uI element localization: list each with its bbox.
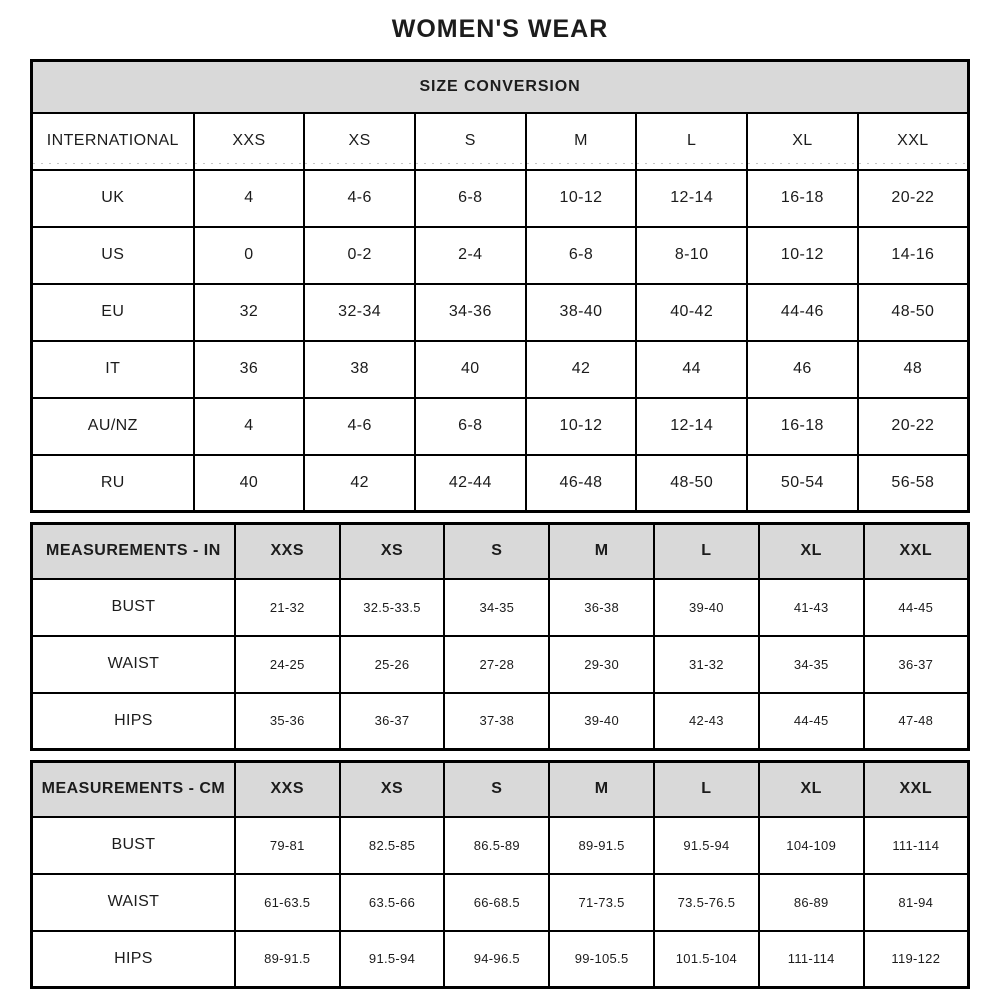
measurements-cm-header-row xyxy=(32,762,969,817)
column-header-m: M xyxy=(526,113,637,170)
size-value-cell: 2-4 xyxy=(415,227,526,284)
measurement-value-cell: 91.5-94 xyxy=(654,817,759,874)
size-value-cell: 50-54 xyxy=(747,455,858,512)
size-value-cell: 6-8 xyxy=(415,398,526,455)
column-header-international: INTERNATIONAL xyxy=(32,113,194,170)
measurement-value-cell: 39-40 xyxy=(549,693,654,750)
size-value-cell: 42 xyxy=(304,455,415,512)
column-header-xxl: XXL xyxy=(858,113,969,170)
measurement-value-cell: 94-96.5 xyxy=(444,931,549,988)
table-row-hips-cm xyxy=(32,931,969,988)
row-label-ru: RU xyxy=(32,455,194,512)
table-row-bust-cm xyxy=(32,817,969,874)
size-value-cell: 44-46 xyxy=(747,284,858,341)
measurement-value-cell: 82.5-85 xyxy=(340,817,445,874)
size-value-cell: 6-8 xyxy=(415,170,526,227)
column-header-xxl: XXL xyxy=(864,524,969,579)
column-header-xl: XL xyxy=(747,113,858,170)
measurements-in-table xyxy=(30,522,970,751)
table-row-aunz xyxy=(32,398,969,455)
table-row-waist-in xyxy=(32,636,969,693)
measurement-value-cell: 42-43 xyxy=(654,693,759,750)
measurements-cm-table xyxy=(30,760,970,989)
row-label-us: US xyxy=(32,227,194,284)
column-header-m: M xyxy=(549,762,654,817)
size-value-cell: 4-6 xyxy=(304,398,415,455)
measurement-value-cell: 36-37 xyxy=(864,636,969,693)
measurements-cm-header: MEASUREMENTS - CM xyxy=(32,762,235,817)
size-conversion-table xyxy=(30,59,970,513)
size-value-cell: 8-10 xyxy=(636,227,747,284)
measurement-value-cell: 31-32 xyxy=(654,636,759,693)
size-value-cell: 10-12 xyxy=(526,170,637,227)
size-value-cell: 48 xyxy=(858,341,969,398)
measurement-value-cell: 36-38 xyxy=(549,579,654,636)
row-label-aunz: AU/NZ xyxy=(32,398,194,455)
size-value-cell: 46-48 xyxy=(526,455,637,512)
size-value-cell: 48-50 xyxy=(858,284,969,341)
column-header-l: L xyxy=(636,113,747,170)
measurement-value-cell: 41-43 xyxy=(759,579,864,636)
size-value-cell: 44 xyxy=(636,341,747,398)
measurement-value-cell: 39-40 xyxy=(654,579,759,636)
size-value-cell: 34-36 xyxy=(415,284,526,341)
page-title: WOMEN'S WEAR xyxy=(391,15,609,43)
measurement-value-cell: 71-73.5 xyxy=(549,874,654,931)
measurement-value-cell: 81-94 xyxy=(864,874,969,931)
measurement-value-cell: 86-89 xyxy=(759,874,864,931)
measurement-value-cell: 86.5-89 xyxy=(444,817,549,874)
measurements-in-header: MEASUREMENTS - IN xyxy=(32,524,235,579)
measurement-value-cell: 101.5-104 xyxy=(654,931,759,988)
row-label-bust: BUST xyxy=(32,579,235,636)
measurement-value-cell: 34-35 xyxy=(759,636,864,693)
size-value-cell: 16-18 xyxy=(747,398,858,455)
row-label-waist: WAIST xyxy=(32,636,235,693)
column-header-xl: XL xyxy=(759,762,864,817)
row-label-hips: HIPS xyxy=(32,693,235,750)
measurement-value-cell: 21-32 xyxy=(235,579,340,636)
size-value-cell: 20-22 xyxy=(858,170,969,227)
size-value-cell: 40 xyxy=(415,341,526,398)
column-header-xxl: XXL xyxy=(864,762,969,817)
measurement-value-cell: 36-37 xyxy=(340,693,445,750)
size-value-cell: 0-2 xyxy=(304,227,415,284)
column-header-l: L xyxy=(654,524,759,579)
size-value-cell: 12-14 xyxy=(636,398,747,455)
size-value-cell: 48-50 xyxy=(636,455,747,512)
size-value-cell: 10-12 xyxy=(747,227,858,284)
row-label-hips: HIPS xyxy=(32,931,235,988)
size-value-cell: 0 xyxy=(194,227,305,284)
table-row-uk xyxy=(32,170,969,227)
measurement-value-cell: 73.5-76.5 xyxy=(654,874,759,931)
size-value-cell: 4 xyxy=(194,398,305,455)
size-value-cell: 4-6 xyxy=(304,170,415,227)
table-row-waist-cm xyxy=(32,874,969,931)
column-header-xs: XS xyxy=(304,113,415,170)
row-label-waist: WAIST xyxy=(32,874,235,931)
size-value-cell: 6-8 xyxy=(526,227,637,284)
table-row-bust-in xyxy=(32,579,969,636)
size-value-cell: 46 xyxy=(747,341,858,398)
size-value-cell: 42 xyxy=(526,341,637,398)
column-header-s: S xyxy=(444,524,549,579)
row-label-bust: BUST xyxy=(32,817,235,874)
size-value-cell: 10-12 xyxy=(526,398,637,455)
measurement-value-cell: 24-25 xyxy=(235,636,340,693)
measurement-value-cell: 111-114 xyxy=(759,931,864,988)
column-header-s: S xyxy=(444,762,549,817)
size-value-cell: 14-16 xyxy=(858,227,969,284)
measurement-value-cell: 66-68.5 xyxy=(444,874,549,931)
column-header-xs: XS xyxy=(340,524,445,579)
column-header-xxs: XXS xyxy=(235,762,340,817)
table-row-us xyxy=(32,227,969,284)
size-value-cell: 56-58 xyxy=(858,455,969,512)
table-row-eu xyxy=(32,284,969,341)
column-header-l: L xyxy=(654,762,759,817)
column-header-s: S xyxy=(415,113,526,170)
measurement-value-cell: 37-38 xyxy=(444,693,549,750)
size-conversion-header: SIZE CONVERSION xyxy=(32,61,969,113)
size-value-cell: 20-22 xyxy=(858,398,969,455)
size-value-cell: 40 xyxy=(194,455,305,512)
size-value-cell: 38 xyxy=(304,341,415,398)
row-label-it: IT xyxy=(32,341,194,398)
column-header-xxs: XXS xyxy=(235,524,340,579)
size-conversion-band-row xyxy=(32,61,969,113)
table-row-it xyxy=(32,341,969,398)
size-value-cell: 32-34 xyxy=(304,284,415,341)
measurements-in-header-row xyxy=(32,524,969,579)
measurement-value-cell: 44-45 xyxy=(759,693,864,750)
measurement-value-cell: 35-36 xyxy=(235,693,340,750)
column-header-xxs: XXS xyxy=(194,113,305,170)
measurement-value-cell: 89-91.5 xyxy=(235,931,340,988)
measurement-value-cell: 104-109 xyxy=(759,817,864,874)
size-value-cell: 36 xyxy=(194,341,305,398)
size-value-cell: 38-40 xyxy=(526,284,637,341)
column-header-xl: XL xyxy=(759,524,864,579)
measurement-value-cell: 91.5-94 xyxy=(340,931,445,988)
table-row-ru xyxy=(32,455,969,512)
measurement-value-cell: 63.5-66 xyxy=(340,874,445,931)
measurement-value-cell: 99-105.5 xyxy=(549,931,654,988)
column-header-m: M xyxy=(549,524,654,579)
measurement-value-cell: 89-91.5 xyxy=(549,817,654,874)
measurement-value-cell: 119-122 xyxy=(864,931,969,988)
measurement-value-cell: 111-114 xyxy=(864,817,969,874)
size-conversion-columns-row xyxy=(32,113,969,170)
measurement-value-cell: 44-45 xyxy=(864,579,969,636)
size-value-cell: 4 xyxy=(194,170,305,227)
measurement-value-cell: 25-26 xyxy=(340,636,445,693)
measurement-value-cell: 61-63.5 xyxy=(235,874,340,931)
size-value-cell: 42-44 xyxy=(415,455,526,512)
measurement-value-cell: 32.5-33.5 xyxy=(340,579,445,636)
column-header-xs: XS xyxy=(340,762,445,817)
measurement-value-cell: 47-48 xyxy=(864,693,969,750)
size-value-cell: 12-14 xyxy=(636,170,747,227)
row-label-uk: UK xyxy=(32,170,194,227)
size-value-cell: 40-42 xyxy=(636,284,747,341)
row-label-eu: EU xyxy=(32,284,194,341)
size-value-cell: 32 xyxy=(194,284,305,341)
measurement-value-cell: 29-30 xyxy=(549,636,654,693)
table-row-hips-in xyxy=(32,693,969,750)
measurement-value-cell: 27-28 xyxy=(444,636,549,693)
measurement-value-cell: 34-35 xyxy=(444,579,549,636)
measurement-value-cell: 79-81 xyxy=(235,817,340,874)
size-value-cell: 16-18 xyxy=(747,170,858,227)
